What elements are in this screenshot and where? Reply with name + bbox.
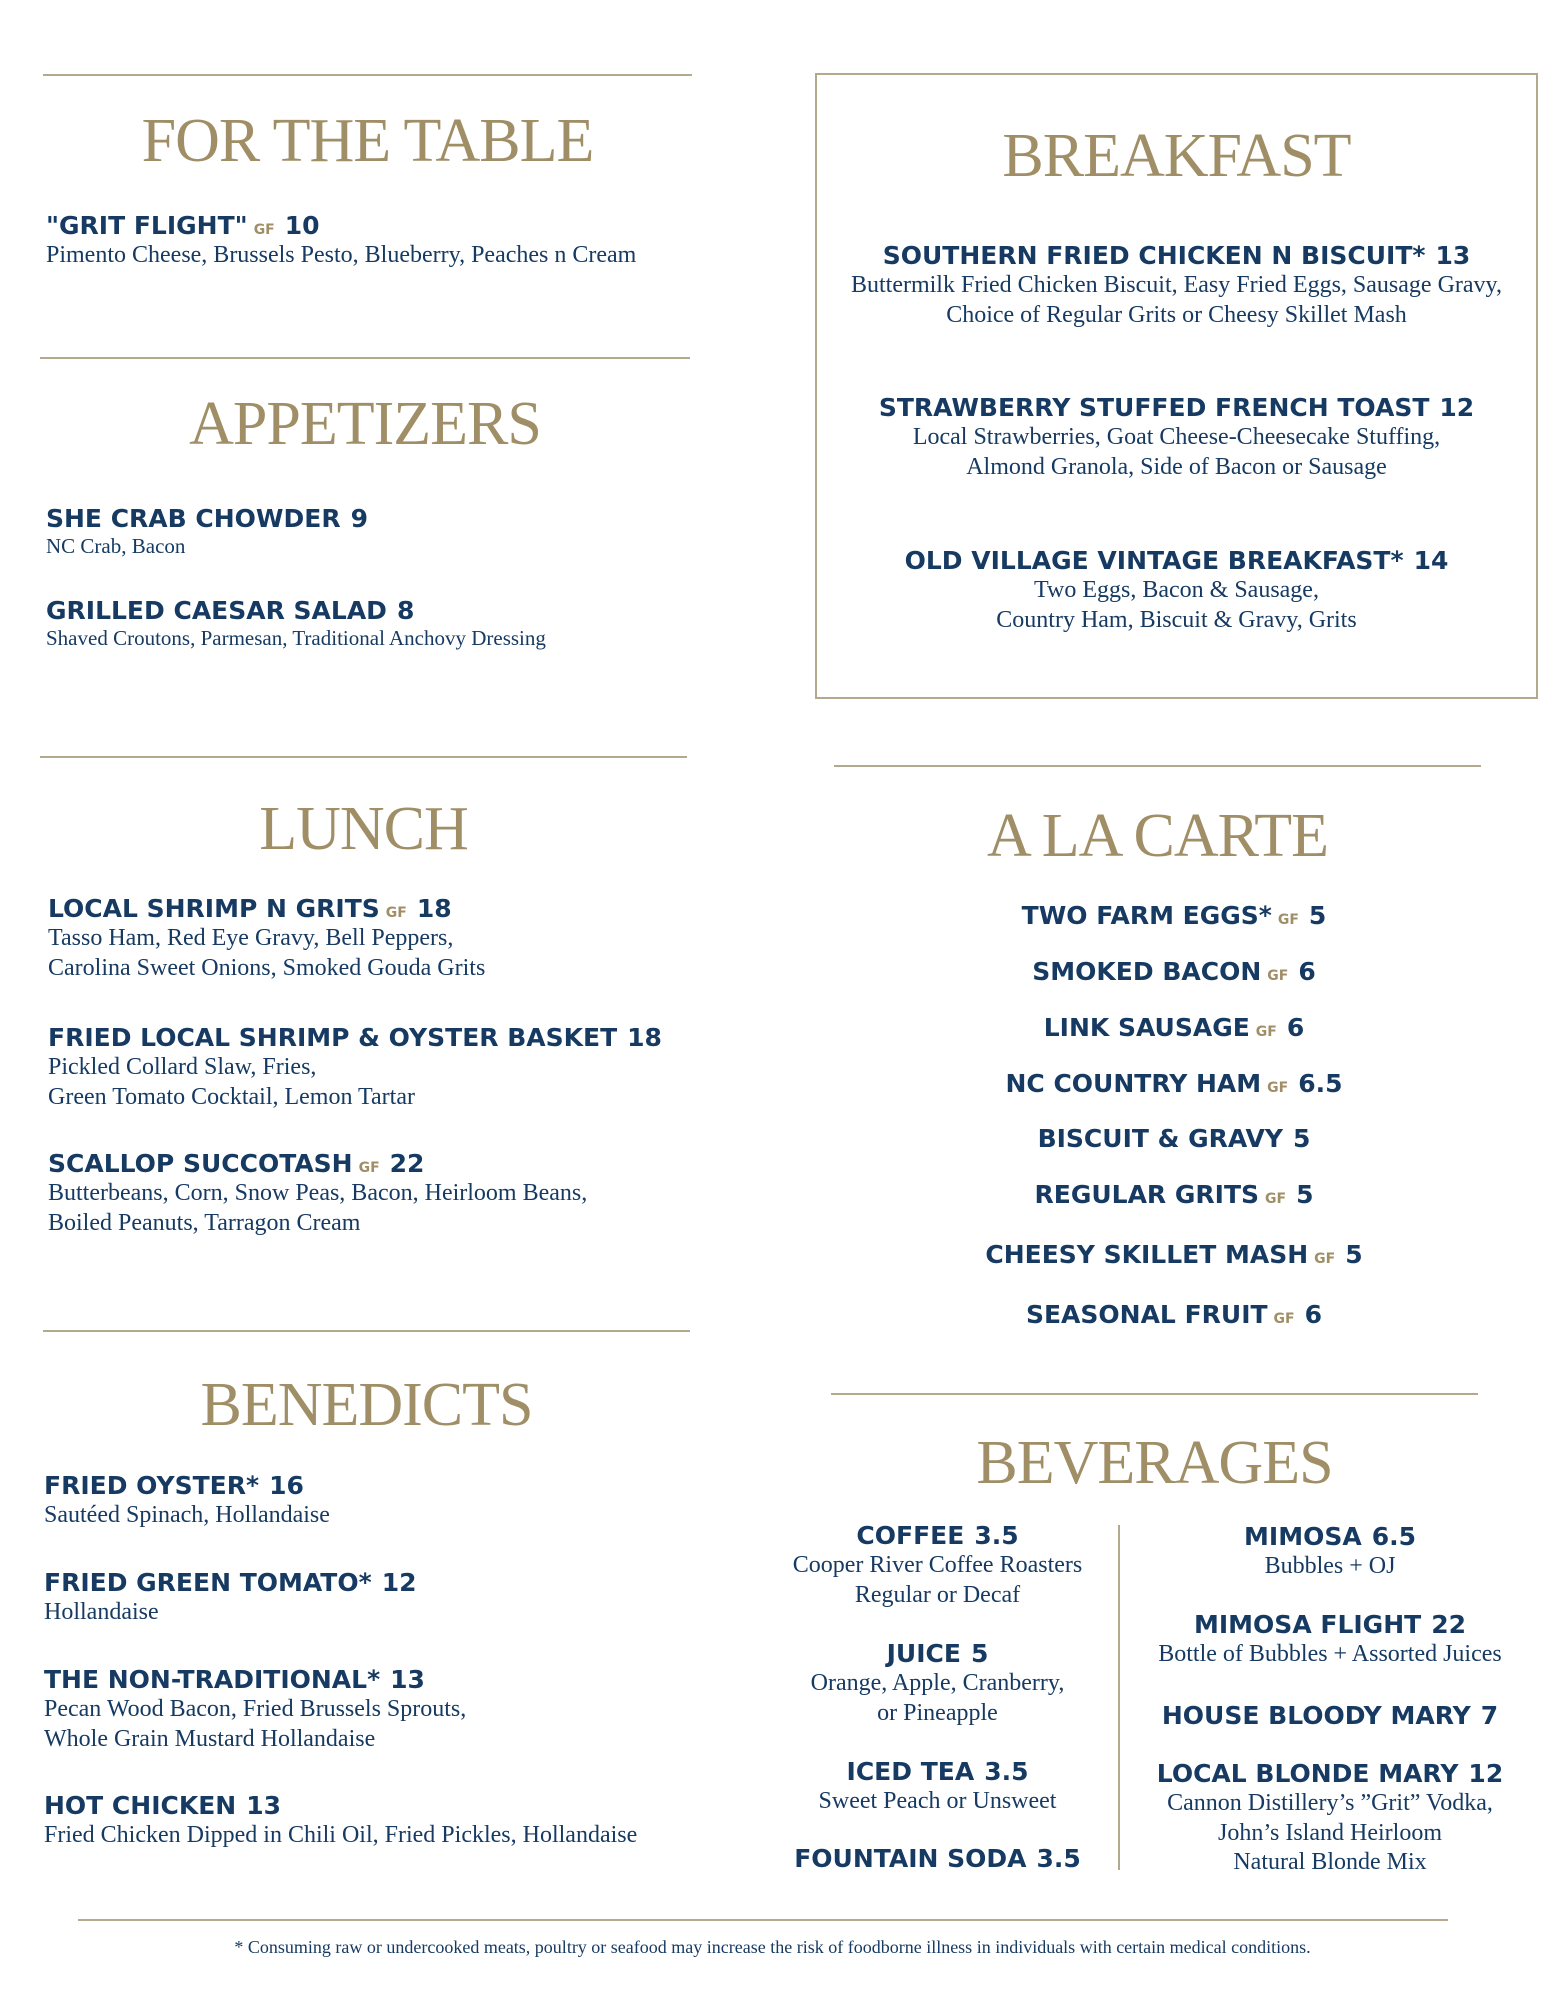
item-price: 3.5 xyxy=(1036,1844,1081,1873)
item-name: NC COUNTRY HAM xyxy=(1005,1069,1262,1098)
item-price: 5 xyxy=(1308,901,1327,930)
menu-item-grit-flight xyxy=(46,210,636,271)
menu-item-hot-chicken xyxy=(44,1790,637,1851)
item-price: 22 xyxy=(389,1149,425,1178)
item-name: LINK SAUSAGE xyxy=(1043,1013,1250,1042)
divider-appetizers xyxy=(40,357,690,359)
item-description: Bottle of Bubbles + Assorted Juices xyxy=(1158,1641,1502,1668)
item-description: Shaved Croutons, Parmesan, Traditional Anchovy Dressing xyxy=(46,626,546,651)
gf-badge: GF xyxy=(358,1160,380,1176)
item-name: STRAWBERRY STUFFED FRENCH TOAST xyxy=(878,393,1430,422)
item-price: 13 xyxy=(246,1791,282,1820)
item-name: FOUNTAIN SODA xyxy=(794,1844,1027,1873)
a-la-carte-item-nc-country-ham xyxy=(834,1068,1514,1099)
item-name: MIMOSA xyxy=(1244,1522,1362,1551)
item-price: 5 xyxy=(1293,1124,1311,1153)
item-price: 12 xyxy=(1468,1759,1504,1788)
menu-item-old-village-vintage-breakfast xyxy=(815,545,1538,635)
item-description: Bubbles + OJ xyxy=(1264,1553,1396,1580)
item-description: Sautéed Spinach, Hollandaise xyxy=(44,1502,330,1529)
divider-footnote xyxy=(78,1919,1448,1921)
gf-badge: GF xyxy=(253,222,275,238)
menu-item-grilled-caesar-salad xyxy=(46,595,546,652)
section-title-for-the-table: FOR THE TABLE xyxy=(141,107,594,175)
item-description: Sweet Peach or Unsweet xyxy=(818,1788,1057,1815)
a-la-carte-item-regular-grits xyxy=(834,1179,1514,1210)
item-description: John’s Island Heirloom xyxy=(1218,1819,1442,1846)
section-title-breakfast: BREAKFAST xyxy=(1002,122,1351,190)
item-name: REGULAR GRITS xyxy=(1034,1180,1260,1209)
item-price: 12 xyxy=(381,1568,417,1597)
item-price: 18 xyxy=(627,1023,662,1052)
item-description: or Pineapple xyxy=(877,1699,998,1726)
item-price: 5 xyxy=(1296,1180,1314,1209)
beverage-item-fountain-soda xyxy=(770,1843,1105,1874)
item-name: LOCAL SHRIMP N GRITS xyxy=(48,894,380,923)
beverage-item-mimosa-flight xyxy=(1130,1609,1530,1670)
item-price: 3.5 xyxy=(974,1521,1019,1550)
allergy-footnote: * Consuming raw or undercooked meats, poultry or seafood may increase the risk of foodborne illness in individuals with certain medical conditions. xyxy=(234,1937,1311,1957)
divider-beverages xyxy=(831,1393,1478,1395)
section-title-benedicts: BENEDICTS xyxy=(200,1371,533,1439)
a-la-carte-item-two-farm-eggs xyxy=(834,900,1514,931)
section-title-lunch: LUNCH xyxy=(259,795,468,863)
item-name: HOUSE BLOODY MARY xyxy=(1161,1701,1471,1730)
item-description: Pecan Wood Bacon, Fried Brussels Sprouts, xyxy=(44,1696,467,1723)
item-name: SMOKED BACON xyxy=(1032,957,1262,986)
item-name: THE NON-TRADITIONAL* xyxy=(44,1665,381,1694)
menu-item-fried-local-shrimp-oyster-basket xyxy=(48,1022,662,1112)
item-price: 6 xyxy=(1286,1013,1305,1042)
a-la-carte-item-link-sausage xyxy=(834,1012,1514,1043)
item-name: FRIED OYSTER* xyxy=(44,1471,260,1500)
item-price: 10 xyxy=(284,211,320,240)
a-la-carte-item-cheesy-skillet-mash xyxy=(834,1239,1514,1270)
item-price: 16 xyxy=(269,1471,304,1500)
beverage-item-mimosa xyxy=(1130,1521,1530,1582)
menu-item-local-shrimp-n-grits xyxy=(48,893,485,983)
item-description: Whole Grain Mustard Hollandaise xyxy=(44,1725,376,1752)
menu-item-fried-oyster xyxy=(44,1470,330,1531)
item-description: Two Eggs, Bacon & Sausage, xyxy=(1034,577,1319,604)
item-name: ICED TEA xyxy=(846,1757,975,1786)
item-price: 14 xyxy=(1413,546,1449,575)
item-price: 13 xyxy=(390,1665,425,1694)
beverage-item-local-blonde-mary xyxy=(1130,1758,1530,1877)
gf-badge: GF xyxy=(385,905,407,921)
gf-badge: GF xyxy=(1277,912,1299,928)
item-price: 8 xyxy=(396,596,415,625)
item-description: Local Strawberries, Goat Cheese-Cheesecake Stuffing, xyxy=(912,424,1441,451)
item-description: Pickled Collard Slaw, Fries, xyxy=(48,1054,317,1081)
gf-badge: GF xyxy=(1265,1191,1287,1207)
item-price: 6 xyxy=(1298,957,1316,986)
item-name: LOCAL BLONDE MARY xyxy=(1156,1759,1459,1788)
item-name: HOT CHICKEN xyxy=(44,1791,237,1820)
menu-item-the-non-traditional xyxy=(44,1664,466,1754)
item-price: 13 xyxy=(1435,241,1471,270)
item-description: NC Crab, Bacon xyxy=(46,534,186,559)
item-description: Cannon Distillery’s ”Grit” Vodka, xyxy=(1167,1790,1493,1817)
a-la-carte-item-seasonal-fruit xyxy=(834,1299,1514,1330)
beverage-item-coffee xyxy=(770,1520,1105,1610)
menu-item-she-crab-chowder xyxy=(46,503,368,560)
item-description: Carolina Sweet Onions, Smoked Gouda Grits xyxy=(48,954,486,981)
item-price: 3.5 xyxy=(984,1757,1029,1786)
item-name: "GRIT FLIGHT" xyxy=(46,211,248,240)
item-description: Boiled Peanuts, Tarragon Cream xyxy=(48,1209,361,1236)
item-name: SOUTHERN FRIED CHICKEN N BISCUIT* xyxy=(882,241,1426,270)
item-description: Choice of Regular Grits or Cheesy Skillet Mash xyxy=(946,301,1407,328)
gf-badge: GF xyxy=(1273,1311,1295,1327)
item-description: Orange, Apple, Cranberry, xyxy=(810,1670,1065,1697)
beverage-item-juice xyxy=(770,1638,1105,1728)
section-title-a-la-carte: A LA CARTE xyxy=(986,802,1329,870)
menu-item-fried-green-tomato xyxy=(44,1567,416,1628)
item-name: MIMOSA FLIGHT xyxy=(1194,1610,1422,1639)
menu-item-strawberry-stuffed-french-toast xyxy=(815,392,1538,482)
item-name: JUICE xyxy=(886,1639,961,1668)
gf-badge: GF xyxy=(1314,1251,1336,1267)
item-description: Green Tomato Cocktail, Lemon Tartar xyxy=(48,1083,415,1110)
item-description: Natural Blonde Mix xyxy=(1233,1848,1427,1875)
item-name: BISCUIT & GRAVY xyxy=(1037,1124,1284,1153)
beverage-item-house-bloody-mary xyxy=(1130,1700,1530,1731)
a-la-carte-item-biscuit-gravy xyxy=(834,1123,1514,1154)
menu-item-scallop-succotash xyxy=(48,1148,587,1238)
item-description: Hollandaise xyxy=(44,1599,159,1626)
item-price: 9 xyxy=(350,504,368,533)
item-description: Tasso Ham, Red Eye Gravy, Bell Peppers, xyxy=(48,925,454,952)
section-title-appetizers: APPETIZERS xyxy=(189,390,541,458)
item-price: 22 xyxy=(1431,1610,1466,1639)
item-price: 18 xyxy=(416,894,452,923)
item-name: TWO FARM EGGS* xyxy=(1021,901,1272,930)
item-name: GRILLED CAESAR SALAD xyxy=(46,596,387,625)
item-price: 5 xyxy=(1345,1240,1363,1269)
item-price: 6.5 xyxy=(1371,1522,1416,1551)
divider-a-la-carte xyxy=(834,765,1481,767)
item-description: Cooper River Coffee Roasters xyxy=(792,1552,1083,1579)
item-price: 7 xyxy=(1480,1701,1499,1730)
divider-beverages-columns xyxy=(1118,1525,1120,1870)
item-name: COFFEE xyxy=(856,1521,965,1550)
divider-lunch xyxy=(40,756,687,758)
item-name: SEASONAL FRUIT xyxy=(1025,1300,1268,1329)
menu-item-southern-fried-chicken-n-biscuit xyxy=(815,240,1538,330)
divider-for-the-table xyxy=(43,74,692,76)
a-la-carte-item-smoked-bacon xyxy=(834,956,1514,987)
item-name: SCALLOP SUCCOTASH xyxy=(48,1149,353,1178)
item-description: Almond Granola, Side of Bacon or Sausage xyxy=(966,453,1387,480)
item-name: FRIED GREEN TOMATO* xyxy=(44,1568,372,1597)
item-description: Pimento Cheese, Brussels Pesto, Blueberry, Peaches n Cream xyxy=(46,242,637,269)
gf-badge: GF xyxy=(1255,1024,1277,1040)
item-name: FRIED LOCAL SHRIMP & OYSTER BASKET xyxy=(48,1023,618,1052)
item-price: 6 xyxy=(1304,1300,1323,1329)
beverage-item-iced-tea xyxy=(770,1756,1105,1817)
item-price: 6.5 xyxy=(1298,1069,1343,1098)
divider-benedicts xyxy=(43,1330,690,1332)
item-name: OLD VILLAGE VINTAGE BREAKFAST* xyxy=(904,546,1404,575)
gf-badge: GF xyxy=(1267,1080,1289,1096)
item-name: SHE CRAB CHOWDER xyxy=(46,504,341,533)
item-description: Butterbeans, Corn, Snow Peas, Bacon, Heirloom Beans, xyxy=(48,1180,588,1207)
section-title-beverages: BEVERAGES xyxy=(976,1429,1333,1497)
gf-badge: GF xyxy=(1267,968,1289,984)
item-name: CHEESY SKILLET MASH xyxy=(985,1240,1309,1269)
item-description: Fried Chicken Dipped in Chili Oil, Fried Pickles, Hollandaise xyxy=(44,1822,638,1849)
item-price: 5 xyxy=(970,1639,989,1668)
item-description: Buttermilk Fried Chicken Biscuit, Easy Fried Eggs, Sausage Gravy, xyxy=(850,272,1502,299)
item-price: 12 xyxy=(1439,393,1475,422)
item-description: Regular or Decaf xyxy=(854,1581,1021,1608)
item-description: Country Ham, Biscuit & Gravy, Grits xyxy=(996,606,1357,633)
